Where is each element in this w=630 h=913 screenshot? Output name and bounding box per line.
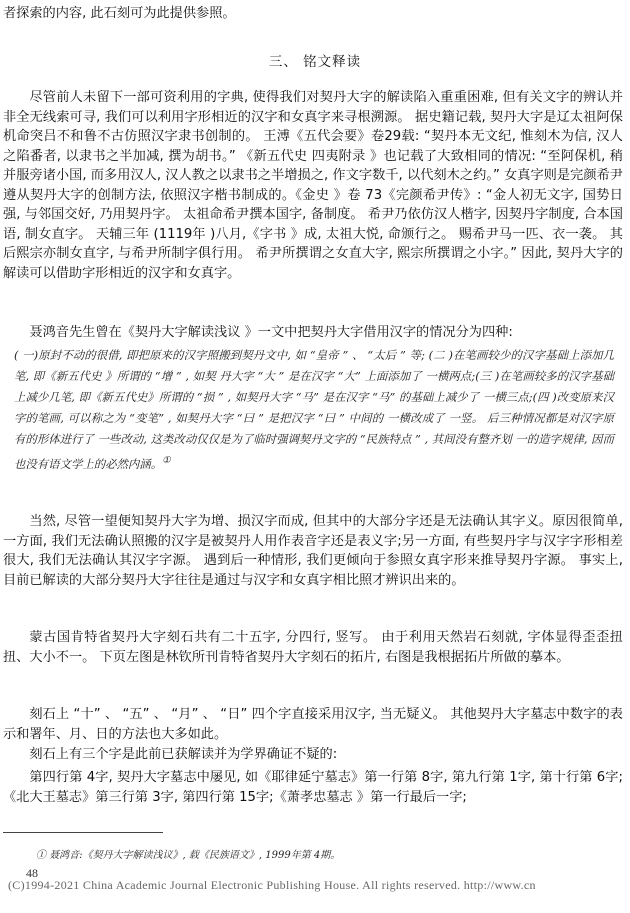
- paragraph-numerals: 刻石上 “十” 、 “五” 、 “月” 、 “日” 四个字直接采用汉字, 当无疑义。 其他契丹大字墓志中数字的表示和署年、月、日的方法也大多如此。: [3, 707, 623, 742]
- page-number: 48: [26, 866, 38, 880]
- footnote-reference: ①: [162, 455, 171, 466]
- copyright-notice: (C)1994-2021 China Academic Journal Electronic Publishing House. All rights reserved. http://www.cn: [8, 878, 536, 892]
- block-quote: [14, 345, 614, 475]
- footnote: [36, 846, 596, 861]
- footnote-marker: ①: [36, 850, 46, 861]
- paragraph-inscription-sources: 尽管前人未留下一部可资利用的字典, 使得我们对契丹大字的解读陷入重重困难, 但有关文字的辨认并非全无线索可寻, 我们可以利用字形相近的汉字和女真字来寻根溯源。 据史籍记载, 契丹大字是辽太祖阿保机命突吕不和鲁不古仿照汉字隶书创制的。 王溥《五代会要》卷29载: “契丹本无文纪, 惟刻木为信, 汉人之陷番者, 以隶书之半加减, 撰为胡书。” 《新五代史 四夷附录 》也记载了大致相同的情况: “至阿保机, 稍并服旁诸小国, 而多用汉人, 汉人教之以隶书之半增损之, 作文字数千, 以代刻木之约。” 女真字则是完颜希尹遵从契丹大字的创制方法, 依照汉字楷书制成的。《金史 》卷 73《完颜希尹传》: “金人初无文字, 国势日强, 与邻国交好, 乃用契丹字。 太祖命希尹撰本国字, 备制度。 希尹乃依仿汉人楷字, 因契丹字制度, 合本国语, 制女直字。 天辅三年 (1119年 )八月,《字书 》成, 太祖大悦, 命颁行之。 赐希尹马一匹、衣一袭。 其后熙宗亦制女直字, 与希尹所制字俱行用。 希尹所撰谓之女直大字, 熙宗所撰谓之小字。” 因此, 契丹大字的解读可以借助字形相近的汉字和女真字。: [3, 90, 623, 281]
- footnote-divider: [3, 832, 163, 833]
- block-quote-text: ( 一)原封不动的很借, 即把原来的汉字照搬到契丹文中, 如 “皇帝 ” 、 “太后 ” 等; (二 )在笔画较少的汉字基础上添加几笔, 即《新五代史 》所谓的 “增 ” , 如契 丹大字 “大 ” 是在汉字 “大” 上面添加了 一横两点;(三 )在笔画较多的汉字基础上减少几笔, 即《新五代史》所谓的 “损 ” , 如契丹大字 “马” 是在汉字 “马” 的基础上减少了 一横三点;(四 )改变原来汉字的笔画, 可以称之为 “变笔” , 如契丹大字 “曰 ” 是把汉字 “曰 ” 中间的 一横改成了 一竖。 后三种情况都是对汉字原有的形体进行了 一些改动, 这类改动仅仅是为了临时强调契丹文字的 “民族特点 ” , 其间没有整齐划 一的造字规律, 因而也没有语文学上的必然内涵。: [14, 348, 614, 471]
- paragraph-deciphered-characters: 刻石上有三个字是此前已获解读并为学界确证不疑的:: [29, 747, 338, 762]
- section-heading: 三、 铭文释读: [268, 54, 362, 70]
- footnote-text: 聂鸿音:《契丹大字解读浅议》, 载《民族语文》, 1999年第 4期。: [49, 850, 341, 861]
- paragraph-row-four-character: 第四行第 4字, 契丹大字墓志中屡见, 如《耶律延宁墓志》第一行第 8字, 第九行第 1字, 第十行第 6字;《北大王墓志》第三行第 3字, 第四行第 15字;《萧孝忠墓志 》第一行最后一字;: [3, 770, 623, 805]
- paragraph-nie-hongyin-intro: 聂鸿音先生曾在《契丹大字解读浅议 》一文中把契丹大字借用汉字的情况分为四种:: [29, 325, 513, 340]
- paragraph-kentii-inscription: 蒙古国肯特省契丹大字刻石共有二十五字, 分四行, 竖写。 由于利用天然岩石刻就, 字体显得歪歪扭扭、大小不一。 下页左图是林钦所刊肯特省契丹大字刻石的拓片, 右图是我根据拓片所做的摹本。: [3, 630, 623, 665]
- continued-paragraph-line: 者探索的内容, 此石刻可为此提供参照。: [3, 6, 236, 21]
- paragraph-character-identification: 当然, 尽管一望便知契丹大字为增、损汉字而成, 但其中的大部分字还是无法确认其字义。原因很简单, 一方面, 我们无法确认照搬的汉字是被契丹人用作表音字还是表义字;另一方面, 有些契丹字与汉字字形相差很大, 我们无法确认其汉字字源。 遇到后一种情形, 我们更倾向于参照女真字形来推导契丹字源。 事实上, 目前已解读的大部分契丹大字往往是通过与汉字和女真字相比照才辨识出来的。: [3, 514, 623, 588]
